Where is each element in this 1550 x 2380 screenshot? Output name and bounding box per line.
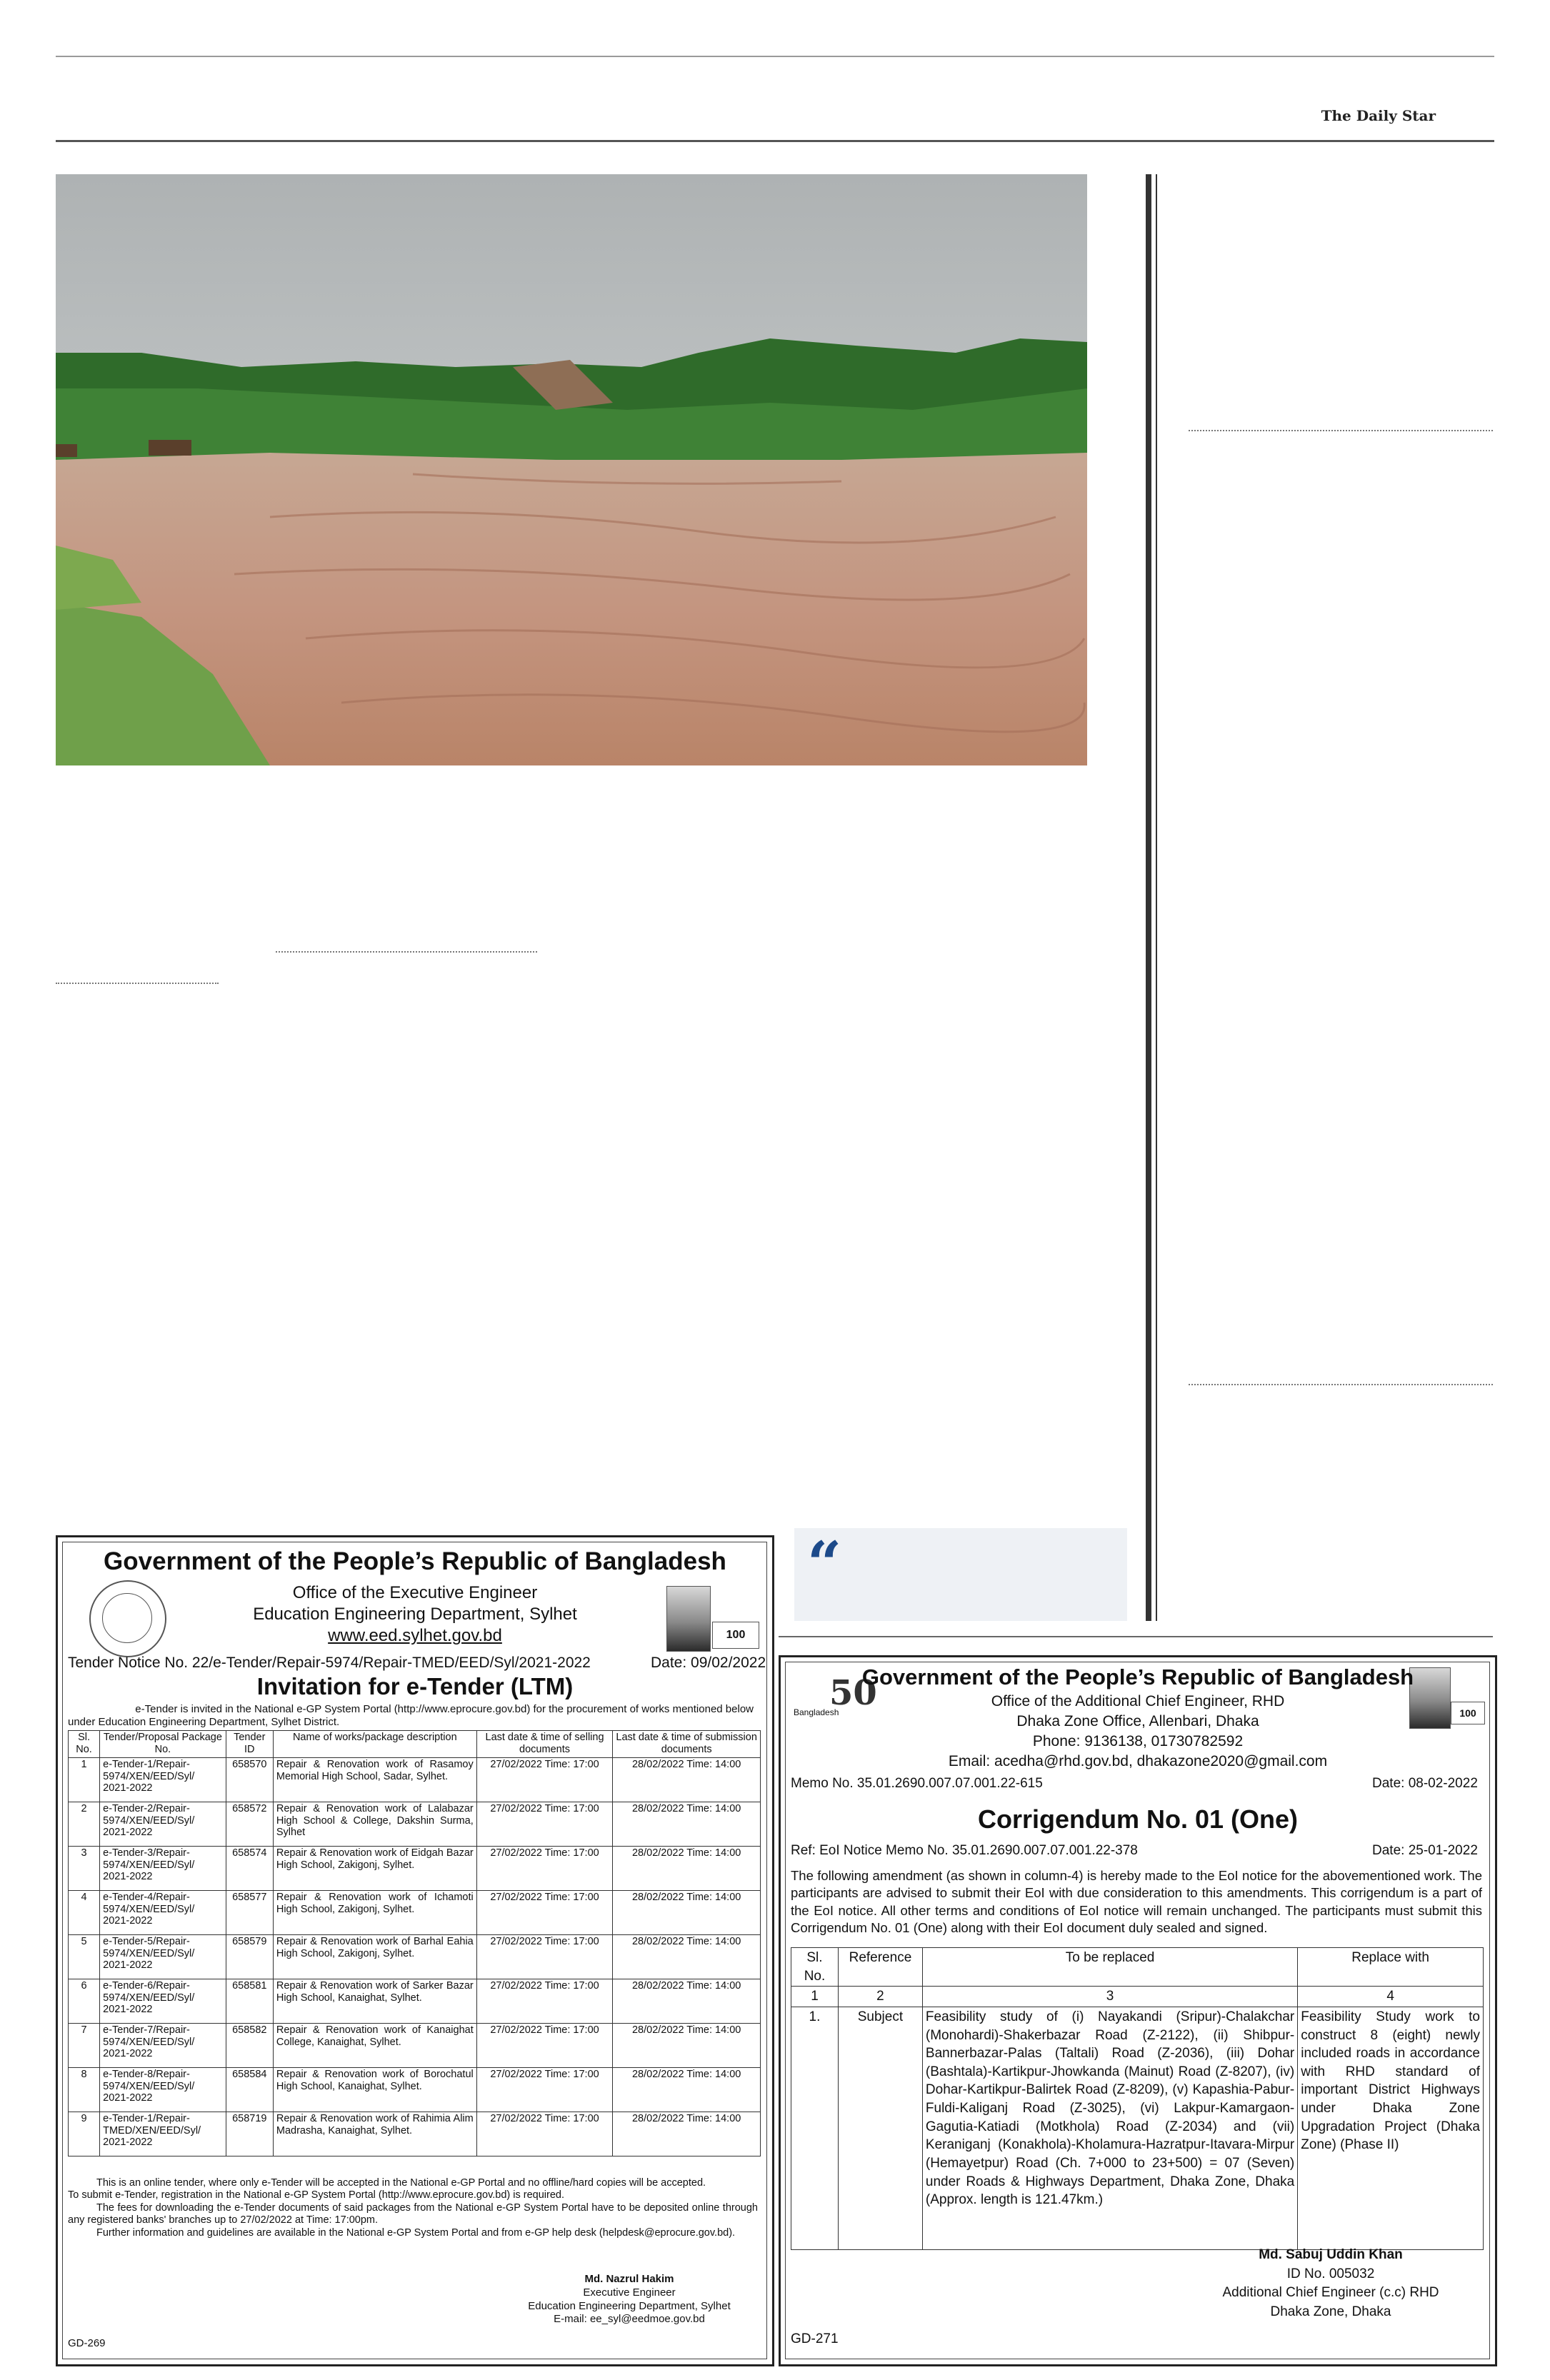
ad2-paragraph: The following amendment (as shown in column-4) is hereby made to the EoI notice for the abovementioned work. The participants are advised to submit their EoI with due consideration to this amendments. This corrigendum is a part of the EoI notice. All other terms and conditions of EoI notice will remain unchanged. The participants must submit this Corrigendum No. 01 (One) along with their EoI document duly sealed and signed. [791, 1868, 1482, 1936]
table-row [791, 2007, 1484, 2249]
masthead-logo: The Daily Star [1321, 107, 1436, 124]
ad1-sign-email: E-mail: ee_syl@eedmoe.gov.bd [554, 2313, 705, 2326]
col-header: Sl. No. [69, 1731, 100, 1758]
ad2-email: Email: acedha@rhd.gov.bd, dhakazone2020@gmail.com [948, 1753, 1328, 1769]
cell-tender-id: 658574 [226, 1847, 273, 1891]
table-header-row [791, 1948, 1484, 1987]
quote-mark-icon: “ [807, 1528, 842, 1599]
cell-tender-id: 658582 [226, 2024, 273, 2068]
ad1-dept: Education Engineering Department, Sylhet [253, 1605, 577, 1624]
dotted-separator [276, 951, 537, 953]
cell-package: e-Tender-4/Repair-5974/XEN/EED/Syl/ 2021-2022 [100, 1891, 226, 1935]
table-row [69, 1758, 761, 1802]
ad2-ref-date: Date: 25-01-2022 [1372, 1843, 1478, 1858]
col-header: Tender ID [226, 1731, 273, 1758]
ad1-gov-title: Government of the People’s Republic of Bangladesh [104, 1547, 726, 1575]
cell-submission-date: 28/02/2022 Time: 14:00 [613, 1802, 761, 1847]
cell-sl: 5 [69, 1935, 100, 1979]
cell-selling-date: 27/02/2022 Time: 17:00 [476, 2024, 613, 2068]
cell-submission-date: 28/02/2022 Time: 14:00 [613, 1891, 761, 1935]
cell-selling-date: 27/02/2022 Time: 17:00 [476, 1802, 613, 1847]
ad1-note-2: To submit e-Tender, registration in the National e-GP System Portal (http://www.eprocure.gov.bd) is required. [68, 2189, 564, 2201]
ad-separator-rule [779, 1636, 1493, 1637]
cell-submission-date: 28/02/2022 Time: 14:00 [613, 1979, 761, 2024]
col-header: To be replaced [922, 1948, 1297, 1987]
cell-description: Repair & Renovation work of Sarker Bazar High School, Kanaighat, Sylhet. [273, 1979, 476, 2024]
table-row [69, 1935, 761, 1979]
ad2-amendment-table [791, 1947, 1484, 2250]
col-header: Last date & time of submission documents [613, 1731, 761, 1758]
ad1-heading: Invitation for e-Tender (LTM) [256, 1673, 574, 1699]
cell-package: e-Tender-2/Repair-5974/XEN/EED/Syl/ 2021-2022 [100, 1802, 226, 1847]
ad2-phone: Phone: 9136138, 01730782592 [1032, 1733, 1244, 1749]
cell-description: Repair & Renovation work of Rahimia Alim Madrasha, Kanaighat, Sylhet. [273, 2112, 476, 2156]
ad2-memo: Memo No. 35.01.2690.007.07.001.22-615 [791, 1776, 1043, 1791]
dotted-separator [56, 983, 219, 984]
column-number-row [791, 1987, 1484, 2007]
ad1-intro-line2: under Education Engineering Department, Sylhet District. [68, 1716, 340, 1728]
ad1-website-link[interactable]: www.eed.sylhet.gov.bd [328, 1626, 502, 1645]
cell-to-be-replaced: Feasibility study of (i) Nayakandi (Sripur)-Chalakchar (Monohardi)-Shakerbazar Road (Z-2122), (ii) Shibpur-Bannerbazar-Palas (Taltali) Road (Z-2036), (iii) Dohar (Bashtala)-Kartikpur-Jhowkanda (Mainut) Road (Z-8207), (iv) Dohar-Kartikpur-Balirtek Road (Z-8209), (v) Kapashia-Pabur-Fuldi-Kaliganj Road (Z-3025), (vi) Lakpur-Kamargaon-Gagutia-Katiadi (Motkhola) Road (Z-2034) and (vii) Keraniganj (Konakhola)-Kholamura-Hazratpur-Itavara-Mirpur (Hemayetpur) Road (Ch. 7+000 to 23+500) = 07 (Seven) under Roads & Highways Department, Dhaka Zone, Dhaka (Approx. length is 121.47km.) [922, 2007, 1297, 2249]
ad1-code: GD-269 [68, 2337, 106, 2349]
cell-description: Repair & Renovation work of Barhal Eahia High School, Zakigonj, Sylhet. [273, 1935, 476, 1979]
ad1-tender-table [68, 1730, 761, 2156]
ad1-notice-no: Tender Notice No. 22/e-Tender/Repair-5974/Repair-TMED/EED/Syl/2021-2022 [68, 1655, 591, 1671]
ad2-sign-title: Additional Chief Engineer (c.c) RHD [1222, 2285, 1439, 2301]
top-rule [56, 56, 1494, 57]
tender-notice-ad [56, 1535, 774, 2366]
ad2-ref: Ref: EoI Notice Memo No. 35.01.2690.007.07.001.22-378 [791, 1843, 1138, 1858]
cell-submission-date: 28/02/2022 Time: 14:00 [613, 1758, 761, 1802]
cell-sl: 8 [69, 2068, 100, 2112]
ad1-note-4: Further information and guidelines are available in the National e-GP System Portal and from e-GP help desk (helpdesk@eprocure.gov.bd). [96, 2226, 736, 2239]
ad2-sign-name: Md. Sabuj Uddin Khan [1259, 2247, 1403, 2262]
ad2-sign-zone: Dhaka Zone, Dhaka [1270, 2304, 1391, 2319]
ad2-date: Date: 08-02-2022 [1372, 1776, 1478, 1791]
cell-description: Repair & Renovation work of Lalabazar High School & College, Dakshin Surma, Sylhet [273, 1802, 476, 1847]
cell-description: Repair & Renovation work of Kanaighat College, Kanaighat, Sylhet. [273, 2024, 476, 2068]
column-rule-thick [1146, 174, 1151, 1621]
ad2-heading: Corrigendum No. 01 (One) [977, 1804, 1299, 1834]
table-header-row [69, 1731, 761, 1758]
cell-selling-date: 27/02/2022 Time: 17:00 [476, 2068, 613, 2112]
dotted-separator [1189, 430, 1493, 431]
cell-selling-date: 27/02/2022 Time: 17:00 [476, 1979, 613, 2024]
ad1-intro-line1: e-Tender is invited in the National e-GP System Portal (http://www.eprocure.gov.bd) for the procurement of works mentioned below [135, 1703, 754, 1715]
ad1-sign-name: Md. Nazrul Hakim [584, 2273, 674, 2285]
cell-package: e-Tender-7/Repair-5974/XEN/EED/Syl/ 2021-2022 [100, 2024, 226, 2068]
cell-submission-date: 28/02/2022 Time: 14:00 [613, 1935, 761, 1979]
table-row [69, 1979, 761, 2024]
bangladesh-50-logo-icon: 50 Bangladesh [794, 1673, 877, 1717]
cell-selling-date: 27/02/2022 Time: 17:00 [476, 2112, 613, 2156]
ad1-sign-title: Executive Engineer [583, 2286, 676, 2299]
ad1-note-3: The fees for downloading the e-Tender documents of said packages from the National e-GP System Portal have to be deposited online through any registered banks' branches up to 27/02/2022 at Time: 17:00pm. [68, 2201, 758, 2226]
table-row [69, 2068, 761, 2112]
logo-caption: Bangladesh [794, 1707, 839, 1717]
cell-package: e-Tender-1/Repair-TMED/XEN/EED/Syl/ 2021-2022 [100, 2112, 226, 2156]
col-number: 1 [791, 1987, 839, 2007]
ad1-notes [68, 2177, 758, 2239]
header-rule [56, 140, 1494, 142]
cell-sl: 3 [69, 1847, 100, 1891]
corrigendum-ad [779, 1655, 1497, 2366]
cell-sl: 1 [69, 1758, 100, 1802]
table-row [69, 1847, 761, 1891]
col-number: 2 [838, 1987, 922, 2007]
cell-submission-date: 28/02/2022 Time: 14:00 [613, 2068, 761, 2112]
col-header: Replace with [1298, 1948, 1484, 1987]
cell-tender-id: 658581 [226, 1979, 273, 2024]
col-number: 4 [1298, 1987, 1484, 2007]
cell-sl: 7 [69, 2024, 100, 2068]
cell-tender-id: 658579 [226, 1935, 273, 1979]
landscape-photo [56, 174, 1087, 765]
cell-package: e-Tender-5/Repair-5974/XEN/EED/Syl/ 2021-2022 [100, 1935, 226, 1979]
table-row [69, 2024, 761, 2068]
dotted-separator [1189, 1384, 1493, 1385]
ad2-code: GD-271 [791, 2331, 839, 2346]
cell-description: Repair & Renovation work of Eidgah Bazar High School, Zakigonj, Sylhet. [273, 1847, 476, 1891]
cell-tender-id: 658584 [226, 2068, 273, 2112]
cell-selling-date: 27/02/2022 Time: 17:00 [476, 1758, 613, 1802]
table-row [69, 1802, 761, 1847]
ad2-office: Office of the Additional Chief Engineer, RHD [991, 1693, 1285, 1709]
cell-sl: 2 [69, 1802, 100, 1847]
ad2-sign-id: ID No. 005032 [1286, 2266, 1375, 2281]
ad1-signature-block [501, 2273, 758, 2326]
col-header: Last date & time of selling documents [476, 1731, 613, 1758]
cell-description: Repair & Renovation work of Rasamoy Memorial High School, Sadar, Sylhet. [273, 1758, 476, 1802]
pull-quote-box [794, 1528, 1127, 1621]
cell-package: e-Tender-8/Repair-5974/XEN/EED/Syl/ 2021-2022 [100, 2068, 226, 2112]
ad1-date: Date: 09/02/2022 [651, 1655, 766, 1671]
mujib-100-logo-icon: 100 [1451, 1702, 1485, 1724]
ad2-gov-title: Government of the People’s Republic of Bangladesh [861, 1665, 1414, 1689]
table-row [69, 1891, 761, 1935]
cell-tender-id: 658719 [226, 2112, 273, 2156]
col-header: Reference [838, 1948, 922, 1987]
cell-description: Repair & Renovation work of Borochatul High School, Kanaighat, Sylhet. [273, 2068, 476, 2112]
cell-package: e-Tender-1/Repair-5974/XEN/EED/Syl/ 2021-2022 [100, 1758, 226, 1802]
cell-submission-date: 28/02/2022 Time: 14:00 [613, 1847, 761, 1891]
table-row [69, 2112, 761, 2156]
col-number: 3 [922, 1987, 1297, 2007]
cell-tender-id: 658577 [226, 1891, 273, 1935]
cell-tender-id: 658570 [226, 1758, 273, 1802]
col-header: Tender/Proposal Package No. [100, 1731, 226, 1758]
cell-sl: 1. [791, 2007, 839, 2249]
cell-tender-id: 658572 [226, 1802, 273, 1847]
cell-sl: 6 [69, 1979, 100, 2024]
col-header: Sl. No. [791, 1948, 839, 1987]
cell-submission-date: 28/02/2022 Time: 14:00 [613, 2112, 761, 2156]
cell-reference: Subject [838, 2007, 922, 2249]
ad1-sign-dept: Education Engineering Department, Sylhet [528, 2299, 731, 2312]
ad2-zone: Dhaka Zone Office, Allenbari, Dhaka [1016, 1713, 1259, 1729]
mujib-100-logo-icon: 100 [712, 1622, 759, 1649]
cell-replace-with: Feasibility Study work to construct 8 (eight) newly included roads in accordance with RHD standard of important District Highways under Dhaka Zone Upgradation Project (Dhaka Zone) (Phase II) [1298, 2007, 1484, 2249]
cell-submission-date: 28/02/2022 Time: 14:00 [613, 2024, 761, 2068]
cell-selling-date: 27/02/2022 Time: 17:00 [476, 1847, 613, 1891]
cell-sl: 4 [69, 1891, 100, 1935]
cell-selling-date: 27/02/2022 Time: 17:00 [476, 1891, 613, 1935]
ad1-note-1: This is an online tender, where only e-Tender will be accepted in the National e-GP Portal and no offline/hard copies will be accepted. [96, 2177, 706, 2189]
column-rule-thin [1156, 174, 1157, 1621]
cell-description: Repair & Renovation work of Ichamoti High School, Zakigonj, Sylhet. [273, 1891, 476, 1935]
cell-package: e-Tender-3/Repair-5974/XEN/EED/Syl/ 2021-2022 [100, 1847, 226, 1891]
cell-package: e-Tender-6/Repair-5974/XEN/EED/Syl/ 2021-2022 [100, 1979, 226, 2024]
cell-selling-date: 27/02/2022 Time: 17:00 [476, 1935, 613, 1979]
col-header: Name of works/package description [273, 1731, 476, 1758]
ad1-office: Office of the Executive Engineer [292, 1583, 538, 1602]
cell-sl: 9 [69, 2112, 100, 2156]
ad2-signature-block [1181, 2246, 1481, 2321]
